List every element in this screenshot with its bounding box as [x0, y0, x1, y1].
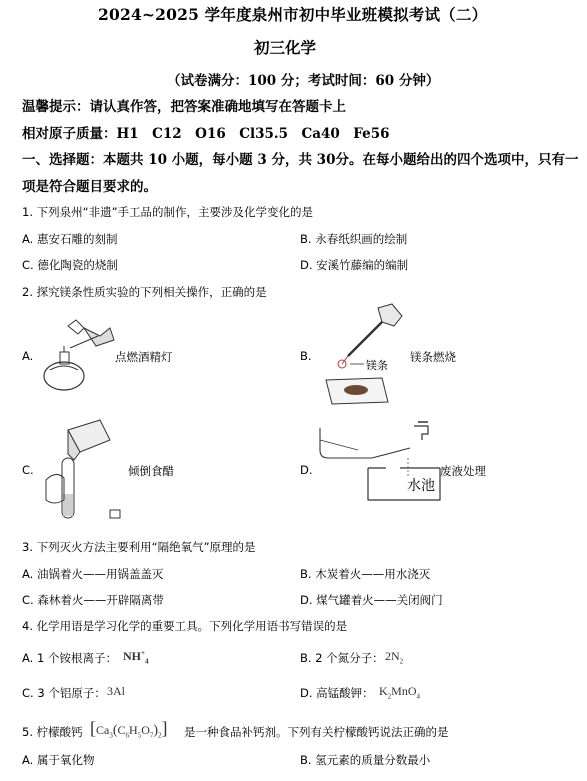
q4-formula-b: $2N_2$ [385, 649, 404, 666]
question-3-stem: 3. 下列灭火方法主要利用“隔绝氧气”原理的是 [22, 540, 256, 554]
q2-image-label-d: 废液处理 [440, 464, 486, 478]
q2-option-c: C. [22, 463, 34, 477]
magnesium-burning-image [322, 304, 412, 404]
q3-option-d: D. 煤气罐着火——关闭阀门 [300, 593, 443, 607]
q4-option-b: B. 2 个氮分子： [300, 651, 384, 665]
pour-vinegar-image [40, 414, 130, 526]
page-subtitle: 初三化学 [254, 38, 317, 57]
q5-option-b: B. 氢元素的质量分数最小 [300, 753, 431, 767]
q1-option-b: B. 永春纸织画的绘制 [300, 232, 408, 246]
q4-option-c: C. 3 个铝原子： [22, 686, 106, 700]
waste-liquid-image [318, 420, 443, 510]
q4-option-a: A. 1 个铵根离子： [22, 651, 117, 665]
q3-option-b: B. 木炭着火——用水浇灭 [300, 567, 431, 581]
q1-option-a: A. 惠安石雕的刻制 [22, 232, 118, 246]
q2-option-d: D. [300, 463, 313, 477]
q2-sink-label: 水池 [407, 478, 435, 494]
q4-formula-d: $K_2MnO_4$ [379, 684, 421, 701]
page-title: 2024~2025 学年度泉州市初中毕业班模拟考试（二） [98, 5, 488, 24]
question-4-stem: 4. 化学用语是学习化学的重要工具。下列化学用语书写错误的是 [22, 619, 348, 633]
question-5-stem-start: 5. 柠檬酸钙 [22, 725, 83, 739]
q2-mg-label: 镁条 [366, 359, 388, 372]
atomic-mass: 相对原子质量：H1 C12 O16 Cl35.5 Ca40 Fe56 [22, 126, 390, 142]
section-intro: 一、选择题：本题共 10 小题，每小题 3 分，共 30分。在每小题给出的四个选项中，只有一 [22, 152, 579, 168]
question-2-stem: 2. 探究镁条性质实验的下列相关操作，正确的是 [22, 285, 267, 299]
q3-option-a: A. 油锅着火——用锅盖盖灭 [22, 567, 164, 581]
reminder: 温馨提示：请认真作答，把答案准确地填写在答题卡上 [22, 99, 346, 115]
question-5-stem-end: 是一种食品补钙剂。下列有关柠檬酸钙说法正确的是 [184, 725, 449, 739]
q2-option-a: A. [22, 349, 34, 363]
section-intro-cont: 项是符合题目要求的。 [22, 179, 157, 195]
q4-formula-a: $NH^+_4$ [123, 649, 149, 666]
q5-option-a: A. 属于氧化物 [22, 753, 95, 767]
question-1-stem: 1. 下列泉州“非遗”手工品的制作，主要涉及化学变化的是 [22, 205, 314, 219]
q5-formula: $[Ca_3(C_6H_5O_7)_2]$ [90, 718, 168, 740]
q2-image-label-a: 点燃酒精灯 [115, 350, 173, 364]
alcohol-lamp-image [40, 318, 120, 396]
q4-option-d: D. 高锰酸钾： [300, 686, 374, 700]
q4-formula-c: 3Al [107, 684, 125, 698]
q3-option-c: C. 森林着火——开辟隔离带 [22, 593, 164, 607]
exam-info: （试卷满分：100 分；考试时间：60 分钟） [167, 73, 440, 89]
q1-option-c: C. 德化陶瓷的烧制 [22, 258, 118, 272]
q1-option-d: D. 安溪竹藤编的编制 [300, 258, 409, 272]
q2-image-label-c: 倾倒食醋 [128, 464, 174, 478]
q2-option-b: B. [300, 349, 312, 363]
q2-image-label-b: 镁条燃烧 [410, 350, 456, 364]
